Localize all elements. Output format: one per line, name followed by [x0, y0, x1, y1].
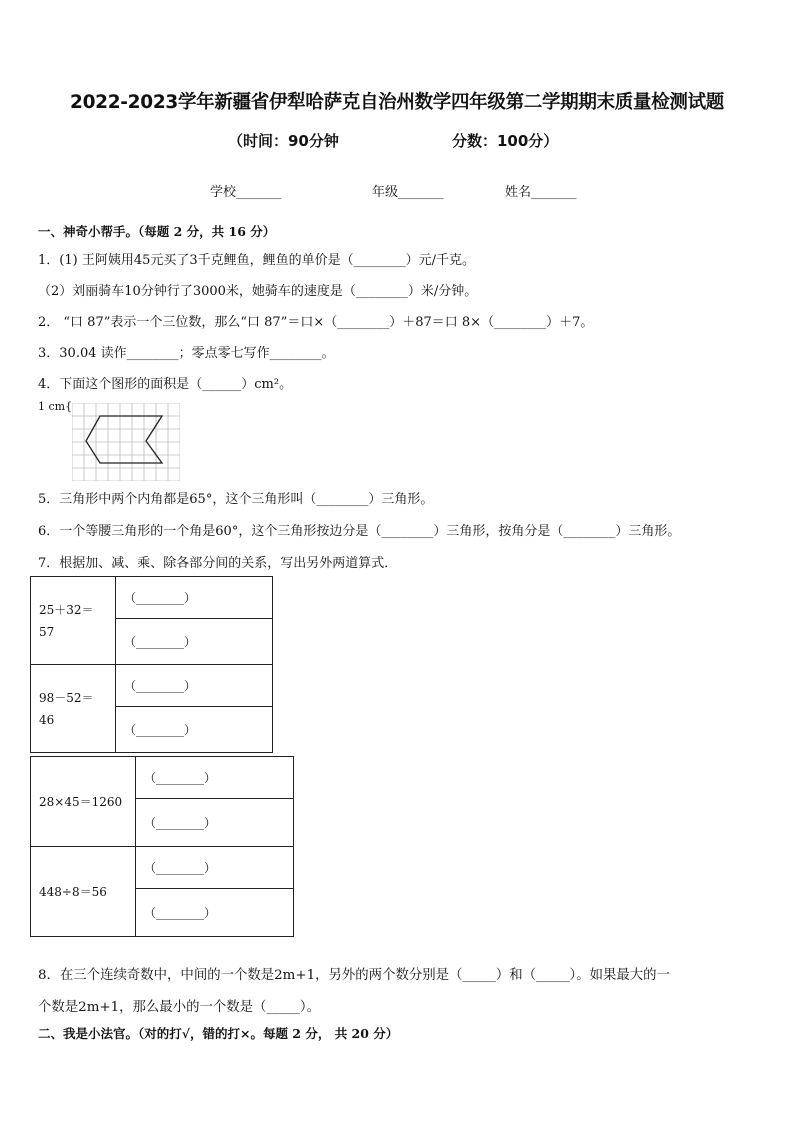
- question-7: 7．根据加、减、乘、除各部分间的关系，写出另外两道算式．: [38, 556, 398, 571]
- question-4: 4．下面这个图形的面积是（______）cm²。: [38, 377, 293, 392]
- calc-table-2: [30, 756, 294, 937]
- section1-header: 一、神奇小帮手。（每题 2 分，共 16 分）: [38, 224, 276, 239]
- question-8-line1: 8．在三个连续奇数中，中间的一个数是2m+1，另外的两个数分别是（_____）和（_____）。如果最大的一: [38, 968, 670, 983]
- answer-cell[interactable]: （________）: [116, 707, 273, 753]
- hexagon-shape: [86, 416, 162, 463]
- page-title: 2022-2023学年新疆省伊犁哈萨克自治州数学四年级第二学期期末质量检测试题: [70, 92, 724, 113]
- answer-cell[interactable]: （________）: [136, 889, 294, 937]
- equation-cell: [31, 577, 116, 665]
- grade-field: 年级_______: [372, 185, 444, 200]
- question-5: 5．三角形中两个内角都是65°，这个三角形叫（________）三角形。: [38, 492, 434, 507]
- question-1b: （2）刘丽骑车10分钟行了3000米，她骑车的速度是（________）米/分钟。: [38, 284, 478, 299]
- question-8-line2: 个数是2m+1，那么最小的一个数是（_____）。: [38, 1000, 320, 1015]
- answer-cell[interactable]: （________）: [116, 577, 273, 619]
- equation-cell: 448÷8＝56: [31, 847, 136, 937]
- answer-cell[interactable]: （________）: [116, 665, 273, 707]
- answer-cell[interactable]: （________）: [136, 847, 294, 889]
- equation-cell: 28×45＝1260: [31, 757, 136, 847]
- question-3: 3．30.04 读作________；零点零七写作________。: [38, 346, 335, 361]
- section2-header: 二、我是小法官。（对的打√，错的打×。每题 2 分， 共 20 分）: [38, 1026, 399, 1041]
- answer-cell[interactable]: （________）: [116, 619, 273, 665]
- answer-cell[interactable]: （________）: [136, 799, 294, 847]
- score-label: 分数：100分）: [452, 132, 559, 150]
- grid-figure: [72, 403, 180, 481]
- equation-line: 98－52＝: [39, 690, 94, 705]
- time-label: （时间：90分钟: [228, 132, 339, 150]
- grid-scale-label: 1 cm{: [38, 400, 73, 413]
- equation-cell: [31, 665, 116, 753]
- answer-cell[interactable]: （________）: [136, 757, 294, 799]
- school-field: 学校_______: [210, 185, 282, 200]
- name-field: 姓名_______: [505, 185, 577, 200]
- calc-table-1: [30, 576, 273, 753]
- equation-line: 25＋32＝: [39, 602, 94, 617]
- equation-line: 46: [39, 712, 55, 727]
- question-1a: 1．(1) 王阿姨用45元买了3千克鲤鱼，鲤鱼的单价是（________）元/千克。: [38, 253, 476, 268]
- question-6: 6．一个等腰三角形的一个角是60°，这个三角形按边分是（________）三角形，按角分是（________）三角形。: [38, 524, 681, 539]
- question-2: 2． “口 87”表示一个三位数，那么“口 87”＝口×（________）＋87＝口 8×（________）＋7。: [38, 315, 594, 330]
- equation-line: 57: [39, 624, 55, 639]
